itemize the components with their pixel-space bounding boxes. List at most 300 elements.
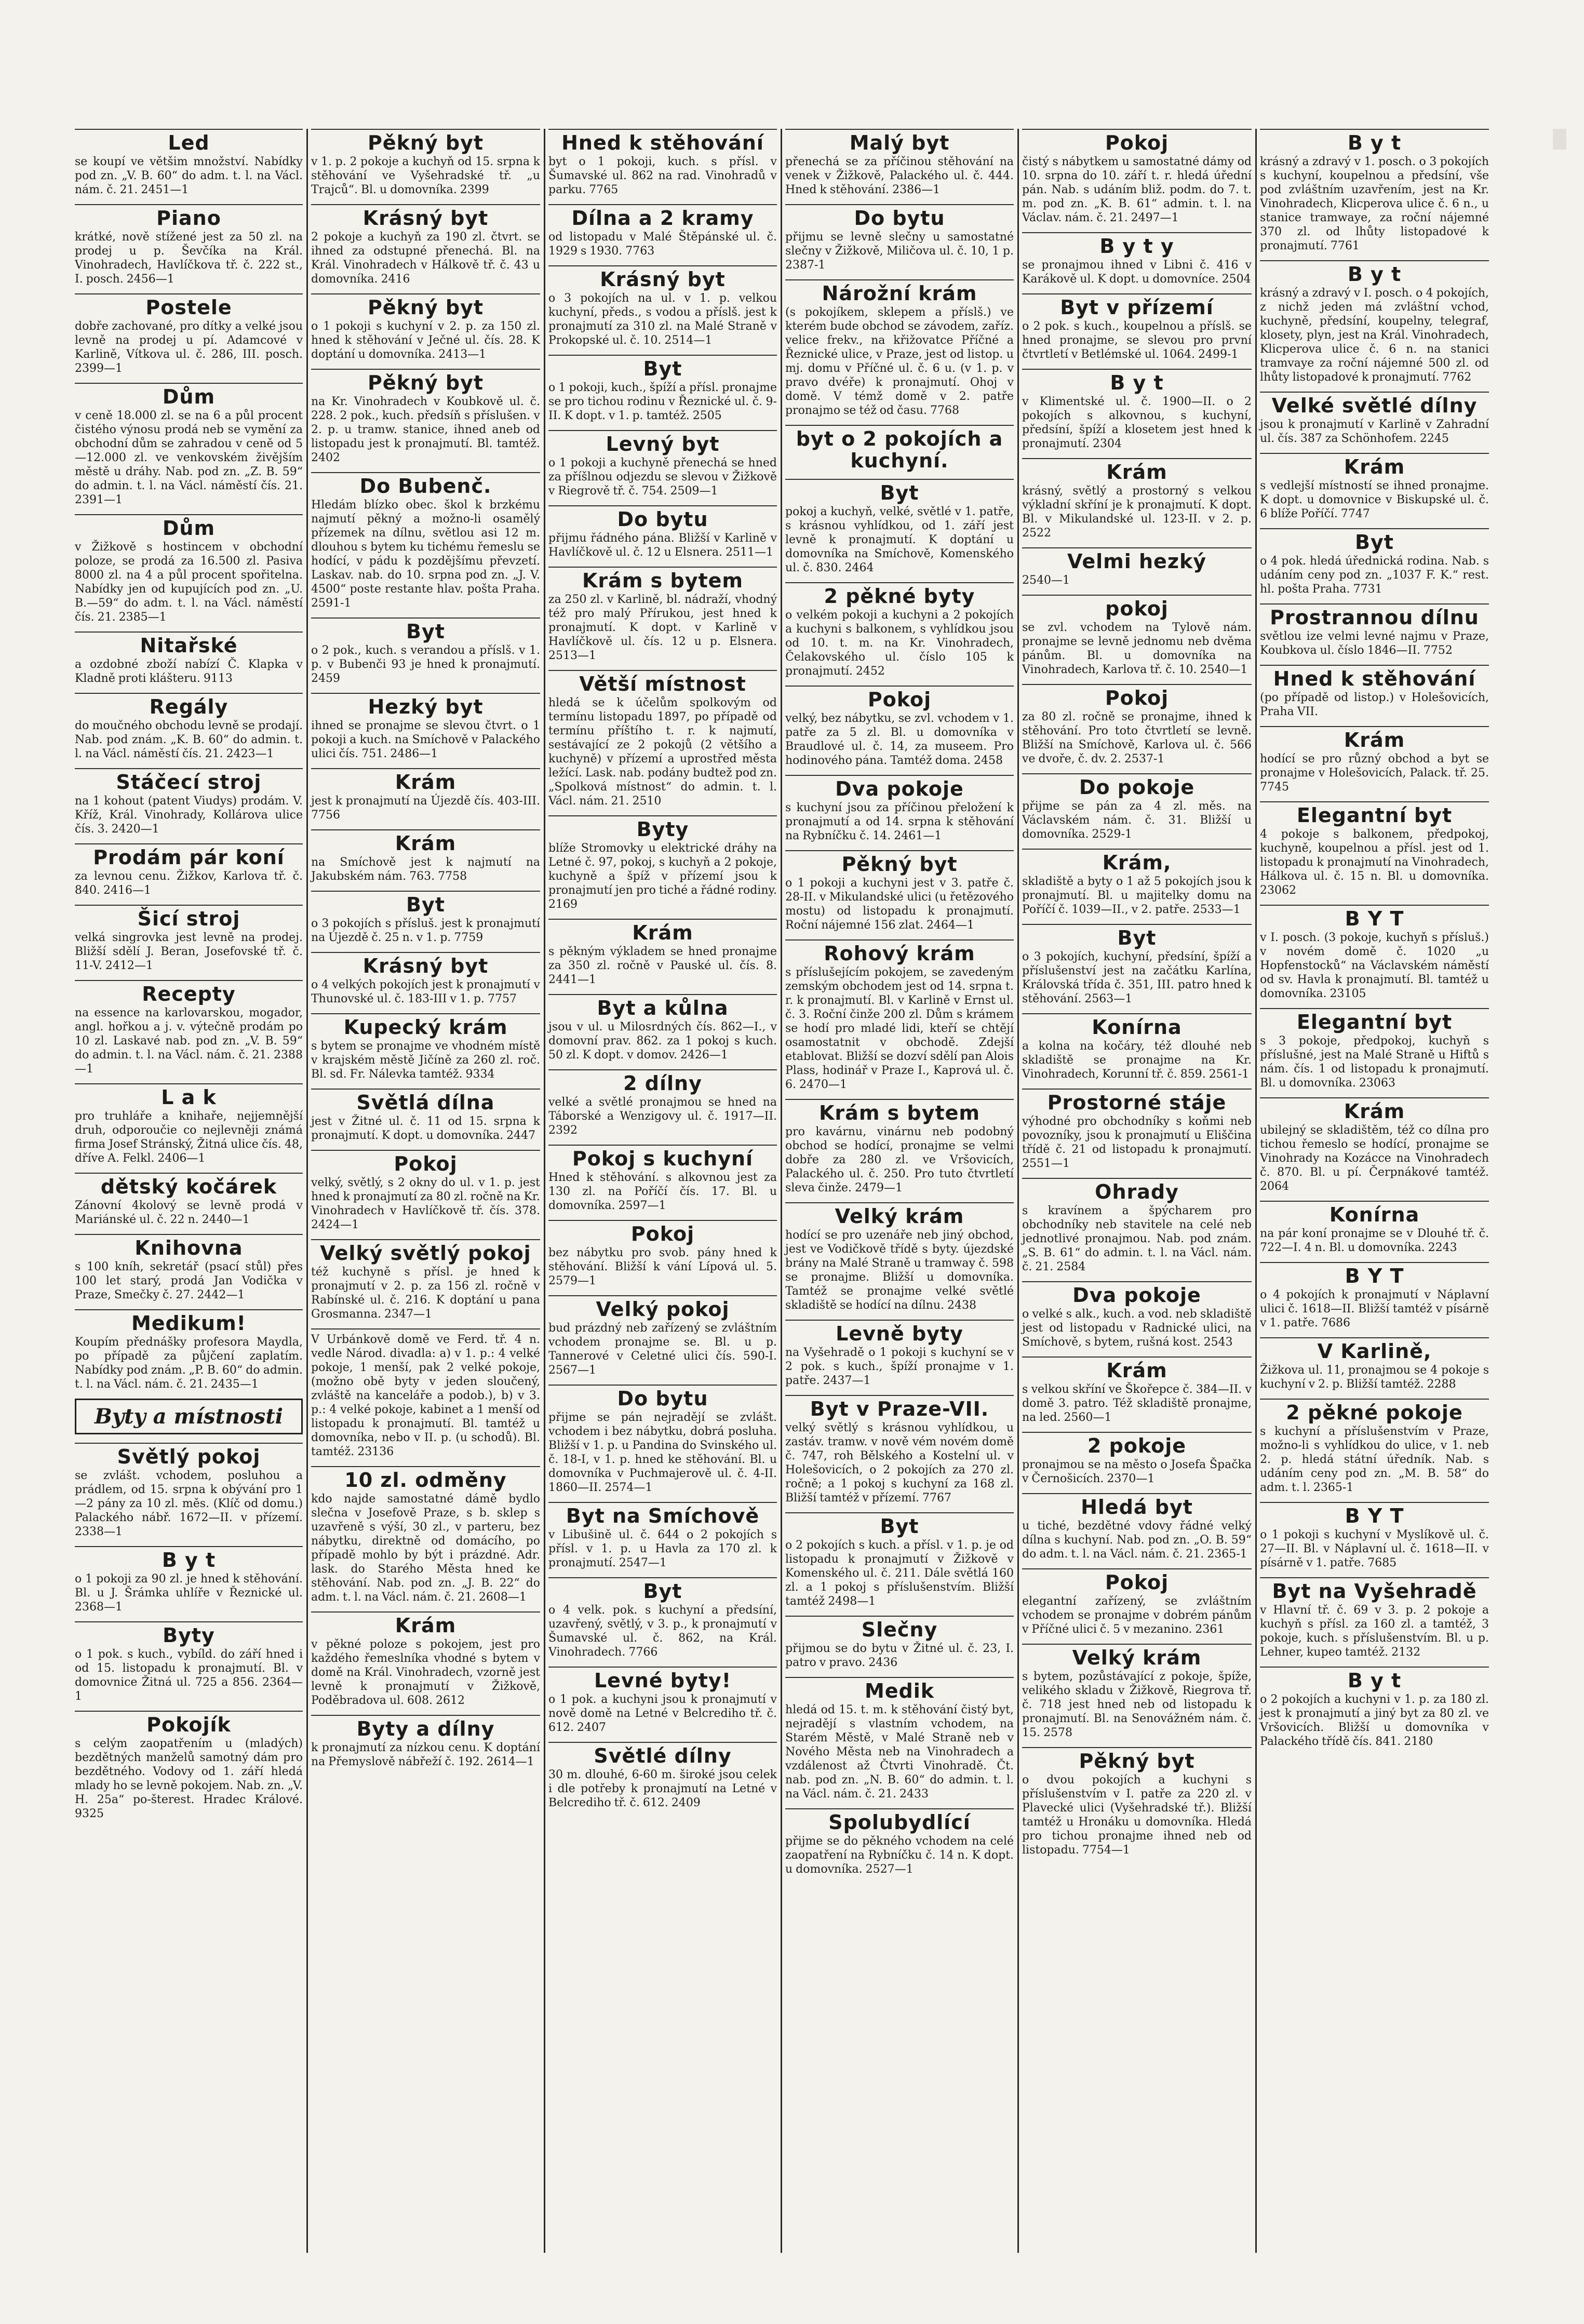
ad-text: přenechá se za příčinou stěhování na venek v Žižkově, Palackého ul. č. 444. Hned k stěhování. 2386—1 — [785, 155, 1014, 196]
ad-text: na Smíchově jest k najmutí na Jakubském nám. 763. 7758 — [311, 856, 540, 883]
ad-text: hodící se pro uzenáře neb jiný obchod, jest ve Vodičkově třídě s byty. újezdské brány na Malé Straně u tramway č. 598 se pronajme. Bližší u domovníka. Tamtéž se pronajme velké světlé skladiště se hodící na dílnu. 2438 — [785, 1229, 1014, 1312]
ad-heading: Hledá byt — [1022, 1493, 1252, 1518]
ad-heading: Nitařské — [75, 632, 303, 656]
ad-text: za 80 zl. ročně se pronajme, ihned k stěhování. Pro toto čtvrtletí se levně. Bližší na Smíchově, Karlova ul. č. 566 ve dvoře, č. dv. 2. 2537-1 — [1022, 710, 1252, 765]
classified-ad — [1022, 232, 1252, 286]
ad-heading: Byt — [311, 617, 540, 642]
ad-text: s 100 kníh, sekretář (psací stůl) přes 100 let starý, prodá Jan Vodička v Praze, Smečky č. 27. 2442—1 — [75, 1260, 303, 1301]
ad-heading: Malý byt — [785, 129, 1014, 154]
ad-heading: Pokoj s kuchyní — [548, 1145, 777, 1170]
classified-ad — [75, 632, 303, 686]
ad-heading: Pěkný byt — [311, 129, 540, 154]
ad-text: na Vyšehradě o 1 pokoji s kuchyní se v 2 pok. s kuch., špíží pronajme v 1. patře. 2437—1 — [785, 1346, 1014, 1387]
ad-text: Koupím přednášky profesora Maydla, po případě za půjčení zaplatím. Nabídky pod znám. „P. B. 60“ do admin. t. l. na Václ. nám. č. 21. 2435—1 — [75, 1336, 303, 1391]
classified-ad — [1022, 369, 1252, 451]
ad-heading: Byt — [311, 891, 540, 916]
classified-ad — [1260, 1262, 1489, 1330]
ad-text: o velkém pokoji a kuchyni a 2 pokojích a kuchyni s balkonem, s vyhlídkou jsou od 10. t. m. na Kr. Vinohradech, Čelakovského ul. číslo 105 k pronajmutí. 2452 — [785, 609, 1014, 678]
ad-heading: Pěkný byt — [785, 850, 1014, 875]
ad-heading: Hned k stěhování — [548, 129, 777, 154]
ad-text: hledá se k účelům spolkovým od termínu listopadu 1897, po případě od termínu příštího t. r. k najmutí, sestávající ze 2 pokojů (2 většího a kuchyně) v přízemí a uprostřed města ležící. Lask. nab. podány budtež pod zn. „Spolková místnost“ do admin. t. l. Václ. nám. 21. 2510 — [548, 696, 777, 808]
classified-ad — [1260, 1667, 1489, 1749]
ad-heading: Větší místnost — [548, 670, 777, 695]
classified-ad — [548, 1220, 777, 1288]
ad-heading: Pokojík — [75, 1711, 303, 1736]
classified-ad — [785, 204, 1014, 272]
ad-text: v Hlavní tř. č. 69 v 3. p. 2 pokoje a kuchyň s přísl. za 160 zl. a tamtéž, 3 pokoje, kuch. s příslušenstvím. Bl. u p. Lehner, kupeo tamtéž. 2132 — [1260, 1604, 1489, 1659]
ad-heading: Medikum! — [75, 1309, 303, 1334]
ad-heading: Prostorné stáje — [1022, 1089, 1252, 1113]
ad-text: od listopadu v Malé Štěpánské ul. č. 1929 s 1930. 7763 — [548, 231, 777, 258]
ad-text: přijmou se do bytu v Žitné ul. č. 23, I. patro v pravo. 2436 — [785, 1642, 1014, 1669]
ad-text: o velké s alk., kuch. a vod. neb skladiště jest od listopadu v Radnické ulici, na Smíchově, s bytem, rušná kost. 2543 — [1022, 1308, 1252, 1349]
classified-ad — [785, 129, 1014, 197]
ad-text: se koupí ve většim množství. Nabídky pod zn. „V. B. 60“ do adm. t. l. na Václ. nám. č. 21. 2451—1 — [75, 155, 303, 196]
ad-heading: Pěkný byt — [311, 293, 540, 318]
ad-heading: Byt na Smíchově — [548, 1502, 777, 1527]
classified-ad — [1022, 1644, 1252, 1740]
ad-text: pronajmou se na město o Josefa Špačka v Černošicích. 2370—1 — [1022, 1458, 1252, 1485]
column-4 — [781, 129, 1018, 2253]
ad-heading: Slečny — [785, 1616, 1014, 1641]
ad-text: o 2 pok. s kuch., koupelnou a příslš. se hned pronajme, se slevou pro první čtvrtletí v Betlémské ul. 1064. 2499-1 — [1022, 320, 1252, 361]
ad-text: s celým zaopatřením u (mladých) bezdětných manželů samotný dám pro bezdětného. Vodovy od 1. září hledá mlady ho se levně pokojem. Nab. zn. „V. H. 25a“ po-šterest. Hradec Králové. 9325 — [75, 1737, 303, 1820]
ad-text: pro kavárnu, vinárnu neb podobný obchod se hodící, pronajme se velmi dobře za 280 zl. ve Vršovicích, Palackého ul. č. 250. Pro tuto čtvrtletí sleva činže. 2479—1 — [785, 1125, 1014, 1194]
classified-ad — [311, 693, 540, 761]
ad-text: V Urbánkově domě ve Ferd. tř. 4 n. vedle Národ. divadla: a) v 1. p.: 4 velké pokoje, 1 menší, pak 2 velké pokoje, (možno obě byty v jeden sloučený, zvláště na kanceláře a podob.), b) v 3. p.: 4 velké pokoje, kabinet a 1 menší od listopadu k pronajmutí. Bl. tamtéž u domovníka, nebo v II. p. (u schodů). Bl. tamtéž. 23136 — [311, 1333, 540, 1458]
page-edge-mark — [1553, 129, 1566, 150]
ad-heading: Pokoj — [1022, 1568, 1252, 1593]
column-1 — [71, 129, 307, 2253]
classified-ad — [548, 919, 777, 987]
ad-text: 2 pokoje a kuchyň za 190 zl. čtvrt. se ihned za odstupné přenechá. Bl. na Král. Vinohradech v Hálkově tř. č. 43 u domovníka. 2416 — [311, 231, 540, 286]
ad-text: za levnou cenu. Žižkov, Karlova tř. č. 840. 2416—1 — [75, 870, 303, 897]
classified-ad — [548, 815, 777, 911]
ad-heading: 10 zl. odměny — [311, 1466, 540, 1491]
ad-text: s 3 pokoje, předpokoj, kuchyň s příslušné, jest na Malé Straně u Hiftů s nám. čís. 1 od listopadu k pronajmutí. Bl. u domovníka. 23063 — [1260, 1035, 1489, 1090]
ad-heading: B y t — [1260, 260, 1489, 285]
ad-heading: Konírna — [1022, 1013, 1252, 1038]
ad-heading: 2 pěkné byty — [785, 582, 1014, 607]
ad-text: krásný, světlý a prostorný s velkou výkladní skříní je k pronajmutí. K dopt. Bl. v Mikulandské ul. 123-II. v 2. p. 2522 — [1022, 485, 1252, 540]
classified-ad — [1260, 801, 1489, 897]
ad-heading: Postele — [75, 293, 303, 318]
ad-text: krátké, nově stížené jest za 50 zl. na prodej u p. Ševčíka na Král. Vinohradech, Havlíčkova tř. č. 222 st., I. posch. 2456—1 — [75, 231, 303, 286]
classified-ad — [785, 1512, 1014, 1608]
classified-ad — [1022, 1013, 1252, 1081]
classified-ad — [785, 1395, 1014, 1505]
classified-ad — [1260, 129, 1489, 253]
ad-heading — [311, 1328, 540, 1332]
ad-heading: Byt — [1260, 528, 1489, 553]
ad-text: v pěkné poloze s pokojem, jest pro každého řemeslníka vhodné s bytem v domě na Král. Vinohradech, vzorně jest levně k pronajmutí v Žižkově, Poděbradova ul. 608. 2612 — [311, 1638, 540, 1707]
ad-heading: Šicí stroj — [75, 905, 303, 930]
ad-text: velký, světlý, s 2 okny do ul. v 1. p. jest hned k pronajmutí za 80 zl. ročně na Kr. Vinohradech v Havlíčkově tř. čís. 378. 2424—1 — [311, 1176, 540, 1231]
classified-ad — [1260, 1008, 1489, 1090]
classified-ad — [311, 829, 540, 883]
classified-ad — [75, 1546, 303, 1614]
classified-ad — [75, 383, 303, 507]
ad-heading: Dům — [75, 514, 303, 539]
ad-text: o 4 velk. pok. s kuchyní a předsíní, uzavřený, světlý, v 3. p., k pronajmutí v Šumavské ul. č. 862, na Král. Vinohradech. 7766 — [548, 1604, 777, 1659]
ad-text: pokoj a kuchyň, velké, světlé v 1. patře, s krásnou vyhlídkou, od 1. září jest levně k pronajmutí. K doptání u domovníka na Smíchově, Komenského ul. č. 830. 2464 — [785, 505, 1014, 574]
ad-text: přijmu se levně slečny u samostatné slečny v Žižkově, Miličova ul. č. 10, 1 p. 2387-1 — [785, 231, 1014, 272]
ad-heading: Byty a dílny — [311, 1715, 540, 1740]
classified-ad — [1260, 453, 1489, 521]
column-6 — [1256, 129, 1493, 2253]
ad-text: u tiché, bezdětné vdovy řádné velký dílna s kuchyní. Nab. pod zn. „O. B. 59“ do adm. t. l. na Václ. nám. č. 21. 2365-1 — [1022, 1520, 1252, 1561]
ad-text: jsou k pronajmutí v Karlině v Zahradní ul. čís. 387 za Schönhofem. 2245 — [1260, 418, 1489, 445]
ad-text: o 1 pokoji a kuchyni jest v 3. patře č. 28-II. v Mikulandské ulici (u řetězového mostu) od listopadu k pronajmutí. Roční nájemné 156 zlat. 2464—1 — [785, 877, 1014, 932]
classified-ad — [548, 994, 777, 1062]
column-5 — [1018, 129, 1256, 2253]
ad-text: s velkou skříní ve Škořepce č. 384—II. v domě 3. patro. Též skladiště pronajme, na led. 2560—1 — [1022, 1383, 1252, 1424]
ad-heading: V Karlině, — [1260, 1337, 1489, 1362]
ad-heading: Do bytu — [785, 204, 1014, 229]
ad-heading: Krám — [311, 829, 540, 854]
classified-ad — [548, 1742, 777, 1810]
classified-ad — [75, 1443, 303, 1539]
classified-ad — [311, 1013, 540, 1081]
classified-ad — [1022, 1432, 1252, 1486]
ad-text: a ozdobné zboží nabízí Č. Klapka v Kladně proti klášteru. 9113 — [75, 658, 303, 685]
ad-heading: Hezký byt — [311, 693, 540, 718]
ad-heading: Pokoj — [785, 686, 1014, 710]
classified-ad — [548, 355, 777, 423]
ad-text: Žižkova ul. 11, pronajmou se 4 pokoje s kuchyní v 2. p. Bližší tamtéž. 2288 — [1260, 1364, 1489, 1391]
classified-ad — [1260, 1097, 1489, 1193]
ad-heading: Regály — [75, 693, 303, 718]
classified-ad — [548, 1295, 777, 1377]
ad-text: velký, bez nábytku, se zvl. vchodem v 1. patře za 5 zl. Bl. u domovníka v Braudlové ul. č. 14, za museem. Pro hodinového pána. Tamtéž doma. 2458 — [785, 712, 1014, 767]
ad-text: Hned k stěhování. s alkovnou jest za 130 zl. na Poříčí čís. 17. Bl. u domovníka. 2597—1 — [548, 1171, 777, 1212]
classified-ad — [311, 1715, 540, 1769]
classified-ad — [311, 952, 540, 1006]
ad-text: v Žižkově s hostincem v obchodní poloze, se prodá za 16.500 zl. Pasiva 8000 zl. na 4 a půl procent spořitelna. Nabídky jen od kupujících pod zn. „U. B.—59“ do adm. t. l. na Václ. náměstí čís. 21. 2385—1 — [75, 541, 303, 624]
classified-ad — [311, 1466, 540, 1604]
ad-text: čistý s nábytkem u samostatné dámy od 10. srpna do 10. září t. r. hledá úřední pán. Nab. s udáním bliž. podm. do 7. t. m. pod zn. „K. B. 61“ admin. t. l. na Václav. nám. č. 21. 2497—1 — [1022, 155, 1252, 224]
ad-text: (po případě od listop.) v Holešovicích, Praha VII. — [1260, 691, 1489, 718]
ad-text: světlou ize velmi levné najmu v Praze, Koubkova ul. číslo 1846—II. 7752 — [1260, 630, 1489, 657]
ad-text: se pronajmou ihned v Libni č. 416 v Karákově ul. K dopt. u domovníce. 2504 — [1022, 259, 1252, 286]
ad-text: hledá od 15. t. m. k stěhování čistý byt, nejradějí s vlastním vchodem, na Starém Městě, v Malé Straně neb v Nového Města neb na Vinohradech a vzdálenost až Čtvrti Vinohradě. Čt. nab. pod zn. „N. B. 60“ do admin. t. l. na Václ. nám. č. 21. 2433 — [785, 1703, 1014, 1801]
ad-heading: Dva pokoje — [785, 775, 1014, 800]
ad-heading: Krám s bytem — [548, 567, 777, 592]
classified-ad — [1260, 665, 1489, 719]
ad-heading: B y t — [1260, 129, 1489, 154]
ad-text: bud prázdný neb zařízený se zvláštním vchodem pronajme se. Bl. u p. Tannerové v Celetné ulici čís. 590-I. 2567—1 — [548, 1322, 777, 1377]
classified-ad — [75, 1711, 303, 1821]
ad-heading: Velké světlé dílny — [1260, 392, 1489, 417]
ad-heading: Pokoj — [311, 1150, 540, 1175]
classified-ad — [1260, 1577, 1489, 1659]
ad-heading: Pokoj — [1022, 684, 1252, 709]
ad-heading: Kupecký krám — [311, 1013, 540, 1038]
ad-text: s kuchyní a příslušenstvím v Praze, možno-li s vyhlídkou do ulice, v 1. neb 2. p. hledá státní úředník. Nab. s udáním ceny pod zn. „M. B. 58“ do adm. t. l. 2365-1 — [1260, 1425, 1489, 1494]
column-3 — [544, 129, 781, 2253]
ad-text: o 2 pok., kuch. s verandou a příslš. v 1. p. v Bubenči 93 je hned k pronajmutí. 2459 — [311, 644, 540, 685]
ad-heading: B Y T — [1260, 905, 1489, 930]
classified-ad — [311, 891, 540, 945]
classified-ad — [311, 369, 540, 465]
ad-heading: Byt v přízemí — [1022, 293, 1252, 318]
classified-ad — [75, 1621, 303, 1703]
ad-text: bez nábytku pro svob. pány hned k stěhování. Bližší k vání Lípová ul. 5. 2579—1 — [548, 1246, 777, 1287]
ad-heading: Recepty — [75, 980, 303, 1005]
ad-text: na pár koní pronajme se v Dlouhé tř. č. 722—I. 4 n. Bl. u domovníka. 2243 — [1260, 1227, 1489, 1254]
ad-text: se zvl. vchodem na Tylově nám. pronajme se levně jednomu neb dvěma pánům. Bl. u domovníka na Vinohradech, Karlova tř. č. 10. 2540—1 — [1022, 621, 1252, 676]
classified-ad — [311, 129, 540, 197]
ad-text: o dvou pokojích a kuchyni s příslušenstvím v I. patře za 220 zl. v Plavecké ulici (Vyšehradské tř.). Bližší tamtéž u Hronáku u domovníka. Hledá pro tichou pronajme ihned neb od listopadu. 7754—1 — [1022, 1774, 1252, 1857]
ad-text: k pronajmutí za nízkou cenu. K doptání na Přemyslově nábřeží č. 192. 2614—1 — [311, 1741, 540, 1768]
ad-text: (s pokojíkem, sklepem a příslš.) ve kterém bude obchod se závodem, zaříz. velice frekv., na křižovatce Příčné a Řeznické ulice, v Praze, jest od listop. u mj. domu v Příčné ul. č. 6 u. (v 1. p. v pravo dvéře) k pronajmutí. Ohoj v domě. V témž domě v 2. patře pronajmo se též od času. 7768 — [785, 306, 1014, 417]
classified-ad — [785, 1202, 1014, 1312]
classified-ad — [548, 430, 777, 498]
classified-ad — [1022, 1568, 1252, 1636]
ad-text: s příslušejícím pokojem, se zavedeným zemským obchodem jest od 14. srpna t. r. k pronajmutí. Bl. v Karlině v Ernst ul. č. 3. Roční činže 200 zl. Dům s krámem se hodí pro mladé lidi, kteří se chtějí osamostatnit v obchodě. Zdejší etablovat. Bližší se dozví sdělí pan Alois Plass, hodinář v Praze I., Kaprová ul. č. 6. 2470—1 — [785, 966, 1014, 1091]
classified-ad — [1260, 726, 1489, 794]
ad-heading: B y t y — [1022, 232, 1252, 257]
ad-text: jsou v ul. u Milosrdných čís. 862—I., v domovní prav. 862. za 1 pokoj s kuch. 50 zl. K dopt. v domov. 2426—1 — [548, 1020, 777, 1062]
ad-text: o 1 pokoji, kuch., špíží a přísl. pronajme se pro tichou rodinu v Řeznické ul. č. 9-II. K dopt. v 1. p. tamtéž. 2505 — [548, 381, 777, 422]
ad-heading: B y t — [75, 1546, 303, 1571]
classified-ad — [1022, 849, 1252, 917]
classified-ad — [75, 514, 303, 624]
classified-ad — [1022, 1178, 1252, 1274]
ad-heading: Knihovna — [75, 1234, 303, 1259]
classified-ad — [785, 1320, 1014, 1388]
classified-ad — [548, 204, 777, 258]
classified-ad — [1260, 1201, 1489, 1255]
ad-text: do moučného obchodu levně se prodají. Nab. pod znám. „K. B. 60“ do admin. t. l. na Václ. náměstí čís. 21. 2423—1 — [75, 719, 303, 760]
ad-heading: Byty — [75, 1621, 303, 1646]
ad-heading: Byt a kůlna — [548, 994, 777, 1019]
classified-ad — [1022, 1747, 1252, 1857]
ad-heading: Krám — [1260, 1097, 1489, 1122]
ad-text: jest k pronajmutí na Újezdě čís. 403-III. 7756 — [311, 795, 540, 822]
classified-ad — [311, 617, 540, 686]
ad-text: přijmu řádného pána. Bližší v Karlině v Havlíčkově ul. č. 12 u Elsnera. 2511—1 — [548, 532, 777, 559]
ad-text: elegantní zařízený, se zvláštním vchodem se pronajme v dobrém pánům v Příčné ulici č. 5 v mezanino. 2361 — [1022, 1595, 1252, 1636]
classified-ad — [1022, 547, 1252, 587]
classified-ad — [75, 293, 303, 375]
ad-heading: Světlý pokoj — [75, 1443, 303, 1468]
ad-text: o 1 pok. a kuchyni jsou k pronajmutí v nově domě na Letné v Belcrediho tř. č. 612. 2407 — [548, 1693, 777, 1734]
classified-ad — [548, 1385, 777, 1495]
ad-text: za 250 zl. v Karlině, bl. nádraží, vhodný též pro malý Přírukou, jest hned k pronajmutí. K dopt. v Karlině v Havlíčkově ul. čís. 12 u p. Elsnera. 2513—1 — [548, 593, 777, 662]
ad-text: 30 m. dlouhé, 6-60 m. široké jsou celek i dle potřeby k pronajmutí na Letné v Belcrediho tř. č. 612. 2409 — [548, 1768, 777, 1809]
classified-ad — [75, 693, 303, 761]
ad-heading: pokoj — [1022, 595, 1252, 620]
classified-ad — [785, 1808, 1014, 1876]
classified-ad — [548, 1069, 777, 1137]
classified-ad — [548, 670, 777, 808]
ad-heading: Byt v Praze-VII. — [785, 1395, 1014, 1420]
classified-ad — [548, 567, 777, 663]
classified-ad — [1260, 1502, 1489, 1570]
ad-text: ubilejný se skladištěm, též co dílna pro tichou řemeslo se hodící, pronajme se Vinohrady na Kozácce na Vinohradech č. 870. Bl. u pí. Čerpnákové tamtéž. 2064 — [1260, 1124, 1489, 1193]
ad-text: dobře zachované, pro dítky a velké jsou levně na prodej u pí. Adamcové v Karlině, Vítkova ul. č. 286, III. posch. 2399—1 — [75, 320, 303, 375]
section-heading: Byty a místnosti — [75, 1399, 303, 1434]
classified-ad — [1022, 924, 1252, 1006]
classified-ad — [1260, 603, 1489, 657]
ad-text: s bytem, pozůstávající z pokoje, špíže, velikého skladu v Žižkově, Riegrova tř. č. 718 jest hned neb od listopadu k pronajmutí. Bl. na Senovážném nám. č. 15. 2578 — [1022, 1670, 1252, 1739]
classified-ad — [785, 479, 1014, 575]
ad-heading: Krásný byt — [548, 265, 777, 290]
classified-ad — [311, 472, 540, 610]
classified-ad — [785, 939, 1014, 1092]
ad-text: s kravínem a špýcharem pro obchodníky neb stavitele na celé neb jednotlivé pronajmou. Nab. pod znám. „S. B. 61“ do admin. t. l. na Václ. nám. č. 21. 2584 — [1022, 1204, 1252, 1273]
ad-text: o 1 pokoji s kuchyní v 2. p. za 150 zl. hned k stěhování v Ječné ul. čís. 28. K doptání u domovníka. 2413—1 — [311, 320, 540, 361]
ad-text: 4 pokoje s balkonem, předpokoj, kuchyně, koupelnou a přísl. jest od 1. listopadu k pronajmutí na Vinohradech, Hálkova ul. č. 15 n. Bl. u domovníka. 23062 — [1260, 828, 1489, 897]
ad-heading: B Y T — [1260, 1502, 1489, 1527]
ad-heading: Ohrady — [1022, 1178, 1252, 1203]
classified-ad — [785, 775, 1014, 843]
classified-ad — [785, 279, 1014, 418]
classified-ad — [1260, 905, 1489, 1001]
classified-ad — [1022, 458, 1252, 540]
ad-heading: Pěkný byt — [1022, 1747, 1252, 1772]
ad-heading: Prodám pár koní — [75, 843, 303, 868]
ad-text: v Klimentské ul. č. 1900—II. o 2 pokojích s alkovnou, s kuchyní, předsíní, špíží a klosetem jest hned k pronajmutí. 2304 — [1022, 395, 1252, 450]
ad-text: o 1 pokoji a kuchyně přenechá se hned za příšlnou odjezdu se slevou v Žižkově v Riegrově tř. č. 754. 2509—1 — [548, 456, 777, 498]
ad-text: o 2 pokojích a kuchyni v 1. p. za 180 zl. jest k pronajmutí a jiný byt za 80 zl. ve Vršovicích. Bližší u domovníka v Palackého třídě čís. 841. 2180 — [1260, 1693, 1489, 1748]
classified-ad — [311, 1150, 540, 1232]
ad-text: o 1 pok. s kuch., vybíld. do září hned i od 15. listopadu k pronajmutí. Bl. v domovnice Žitná ul. 725 a 856. 2364—1 — [75, 1648, 303, 1703]
ad-heading: Krám — [1260, 726, 1489, 751]
ad-heading: Pěkný byt — [311, 369, 540, 394]
ad-heading: Krám — [311, 768, 540, 793]
ad-heading: Dva pokoje — [1022, 1281, 1252, 1306]
classified-ad — [1022, 684, 1252, 766]
classified-ad — [1260, 392, 1489, 446]
ad-heading: Krám — [311, 1611, 540, 1636]
ad-text: velká singrovka jest levně na prodej. Bližší sdělí J. Beran, Josefovské tř. č. 11-V. 2412—1 — [75, 931, 303, 972]
ad-heading: Levně byty — [785, 1320, 1014, 1345]
ad-heading: Krám, — [1022, 849, 1252, 874]
ad-text: na essence na karlovarskou, mogador, angl. hořkou a j. v. výtečně prodám po 10 zl. Laskavé nab. pod zn. „V. B. 59“ do admin. t. l. na Václ. nám. č. 21. 2388—1 — [75, 1006, 303, 1076]
ad-text: s vedlejší místností se ihned pronajme. K dopt. u domovnice v Biskupské ul. č. 6 blíže Poříčí. 7747 — [1260, 479, 1489, 520]
ad-text: s kuchyní jsou za příčinou přeložení k pronajmutí a od 14. srpna k stěhování na Rybníčku č. 14. 2461—1 — [785, 801, 1014, 842]
classified-ad — [548, 265, 777, 347]
ad-heading: Velký krám — [785, 1202, 1014, 1227]
classified-ad — [311, 768, 540, 822]
classified-ad — [1260, 1337, 1489, 1391]
ad-heading: Levný byt — [548, 430, 777, 455]
ad-text: v ceně 18.000 zl. se na 6 a půl procent čistého výnosu prodá neb se vymění za obchodní dům se zahradou v ceně od 5—12.000 zl. ve venkovském živějším městě u dráhy. Nab. pod zn. „Z. B. 59“ do admin. t. l. na Václ. náměstí čís. 21. 2391—1 — [75, 409, 303, 506]
classified-ad — [75, 1083, 303, 1165]
ad-heading: Stáčecí stroj — [75, 768, 303, 793]
ad-text: na Kr. Vinohradech v Koubkově ul. č. 228. 2 pok., kuch. předsíň s příslušen. v 2. p. u tramw. stanice, ihned aneb od listopadu jest k pronajmutí. Bl. tamtéž. 2402 — [311, 395, 540, 464]
classified-ad — [548, 129, 777, 197]
ad-text: velký světlý s krásnou vyhlídkou, u zastáv. tramw. v nově vém novém domě č. 747, roh Bělského a Kostelní ul. v Holešovicích, o 2 pokojích za 270 zl. ročně; a 1 pokoj s kuchyní za 168 zl. Bližší tamtéž v přízemí. 7767 — [785, 1421, 1014, 1504]
ad-heading: Byt — [785, 479, 1014, 504]
ad-heading: Medik — [785, 1677, 1014, 1702]
ad-heading: Byt — [548, 1577, 777, 1602]
ad-text: výhodné pro obchodníky s koňmi neb povozníky, jsou k pronajmutí u Eliščina třídě č. 21 od listopadu k pronajmutí. 2551—1 — [1022, 1115, 1252, 1170]
ad-text: se zvlášt. vchodem, posluhou a prádlem, od 15. srpna k obývání pro 1—2 pány za 10 zl. měs. (Klíč od domu.) Palackého nábř. 1672—II. v přízemí. 2338—1 — [75, 1469, 303, 1538]
classified-ad — [1022, 1089, 1252, 1171]
ad-heading: Dům — [75, 383, 303, 408]
ad-heading: Levné byty! — [548, 1667, 777, 1691]
ad-heading: Velký pokoj — [548, 1295, 777, 1320]
classified-ad — [1022, 1493, 1252, 1561]
classified-ad — [1022, 293, 1252, 361]
ad-text: pro truhláře a knihaře, nejjemnější druh, odporoučie co nejlevněji známá firma Josef Stránský, Žitná ulice čís. 48, dříve A. Felkl. 2406—1 — [75, 1110, 303, 1165]
ad-text: na 1 kohout (patent Viudys) prodám. V. Kříž, Král. Vinohrady, Kollárova ulice čís. 3. 2420—1 — [75, 795, 303, 836]
classified-ad — [1022, 1356, 1252, 1425]
ad-text: přijme se pán za 4 zl. měs. na Václavském nám. č. 31. Bližší u domovníka. 2529-1 — [1022, 800, 1252, 841]
ad-heading: Do bytu — [548, 1385, 777, 1409]
ad-text: ihned se pronajme se slevou čtvrt. o 1 pokoji a kuch. na Smíchově v Palackého ulici čís. 751. 2486—1 — [311, 719, 540, 760]
ad-heading: Konírna — [1260, 1201, 1489, 1226]
ad-text: jest v Žitné ul. č. 11 od 15. srpna k pronajmutí. K dopt. u domovníka. 2447 — [311, 1115, 540, 1142]
ad-text: s pěkným výkladem se hned pronajme za 350 zl. ročně v Pauské ul. čís. 8. 2441—1 — [548, 945, 777, 986]
ad-heading: byt o 2 pokojích a kuchyní. — [785, 425, 1014, 472]
ad-text: blíže Stromovky u elektrické dráhy na Letné č. 97, pokoj, s kuchyň a 2 pokoje, kuchyně a špíž v přízemí jsou k pronajmutí jen pro tiché a řádné rodiny. 2169 — [548, 842, 777, 911]
classified-ad — [785, 686, 1014, 768]
classified-ad — [75, 843, 303, 897]
ad-heading: Byt — [548, 355, 777, 380]
ad-text: o 2 pokojích s kuch. a přísl. v 1. p. je od listopadu k pronajmutí v Žižkově v Komenského ul. č. 211. Dále světlá 160 zl. a 1 pokoj s příslušenstvím. Bližší tamtéž 2498—1 — [785, 1539, 1014, 1608]
ad-heading: 2 pokoje — [1022, 1432, 1252, 1457]
classified-ad — [75, 905, 303, 973]
ad-text: s bytem se pronajme ve vhodném místě v krajském městě Jičíně za 260 zl. roč. Bl. sd. Fr. Nálevka tamtéž. 9334 — [311, 1040, 540, 1081]
classified-ad — [785, 1616, 1014, 1670]
classified-ad — [1022, 773, 1252, 841]
ad-heading: 2 pěkné pokoje — [1260, 1399, 1489, 1423]
ad-heading: Krám s bytem — [785, 1099, 1014, 1124]
classified-ad — [311, 204, 540, 286]
ad-heading: Světlá dílna — [311, 1089, 540, 1113]
classified-ad — [311, 1611, 540, 1708]
ad-heading: Světlé dílny — [548, 1742, 777, 1767]
ad-heading: Led — [75, 129, 303, 154]
classified-ad — [785, 1677, 1014, 1801]
classified-ad — [1260, 260, 1489, 384]
ad-text: o 3 pokojích s přísluš. jest k pronajmutí na Újezdě č. 25 n. v 1. p. 7759 — [311, 917, 540, 944]
ad-heading: Krám — [1260, 453, 1489, 478]
classified-ad — [75, 1234, 303, 1302]
classified-ad — [75, 1173, 303, 1227]
classified-ad — [75, 129, 303, 197]
ad-text: Hledám blízko obec. škol k brzkému najmutí pěkný a možno-li osamělý přízemek na dílnu, světlou asi 12 m. dlouhou s bytem ku tichému řemeslu se hodící, v pádu k pozdějšímu převzetí. Laskav. nab. do 10. srpna pod zn. „J. V. 4500“ poste restante hlav. pošta Praha. 2591-1 — [311, 499, 540, 610]
ad-text: a kolna na kočáry, též dlouhé neb skladiště se pronajme na Kr. Vinohradech, Korunní tř. č. 859. 2561-1 — [1022, 1040, 1252, 1081]
classified-ad — [75, 980, 303, 1076]
classified-ad — [548, 1502, 777, 1570]
ad-heading: Velmi hezký — [1022, 547, 1252, 572]
ad-heading: Velký světlý pokoj — [311, 1239, 540, 1264]
ad-text: velké a světlé pronajmou se hned na Táborské a Wenzigovy ul. č. 1917—II. 2392 — [548, 1096, 777, 1137]
classified-ad — [311, 1328, 540, 1459]
ad-heading: Elegantní byt — [1260, 1008, 1489, 1033]
ad-heading: Do pokoje — [1022, 773, 1252, 798]
ad-heading: Byty — [548, 815, 777, 840]
ad-heading: Velký krám — [1022, 1644, 1252, 1669]
ad-text: v Libušině ul. č. 644 o 2 pokojích s přísl. v 1. p. u Havla za 170 zl. k pronajmutí. 2547—1 — [548, 1528, 777, 1569]
ad-heading: B Y T — [1260, 1262, 1489, 1287]
classified-ad — [548, 505, 777, 559]
ad-heading: Krásný byt — [311, 952, 540, 977]
ad-text: v 1. p. 2 pokoje a kuchyň od 15. srpna k stěhování ve Vyšehradské tř. „u Trajců“. Bl. u domovníka. 2399 — [311, 155, 540, 196]
ad-heading: Hned k stěhování — [1260, 665, 1489, 690]
ad-text: Zánovní 4kolový se levně prodá v Mariánské ul. č. 22 n. 2440—1 — [75, 1199, 303, 1226]
classified-ad — [75, 204, 303, 286]
ad-heading: Elegantní byt — [1260, 801, 1489, 826]
ad-text: krásný a zdravý v 1. posch. o 3 pokojích s kuchyní, koupelnou a předsíní, vše pod zvláštním uzavřením, jest na Kr. Vinohradech, Klicperova ulice č. 6 n., u stanice tramwaye, za roční nájemné 370 zl. od lhůty listopadové k pronajmutí. 7761 — [1260, 155, 1489, 252]
classified-ad — [75, 768, 303, 836]
classified-ad — [75, 1309, 303, 1391]
